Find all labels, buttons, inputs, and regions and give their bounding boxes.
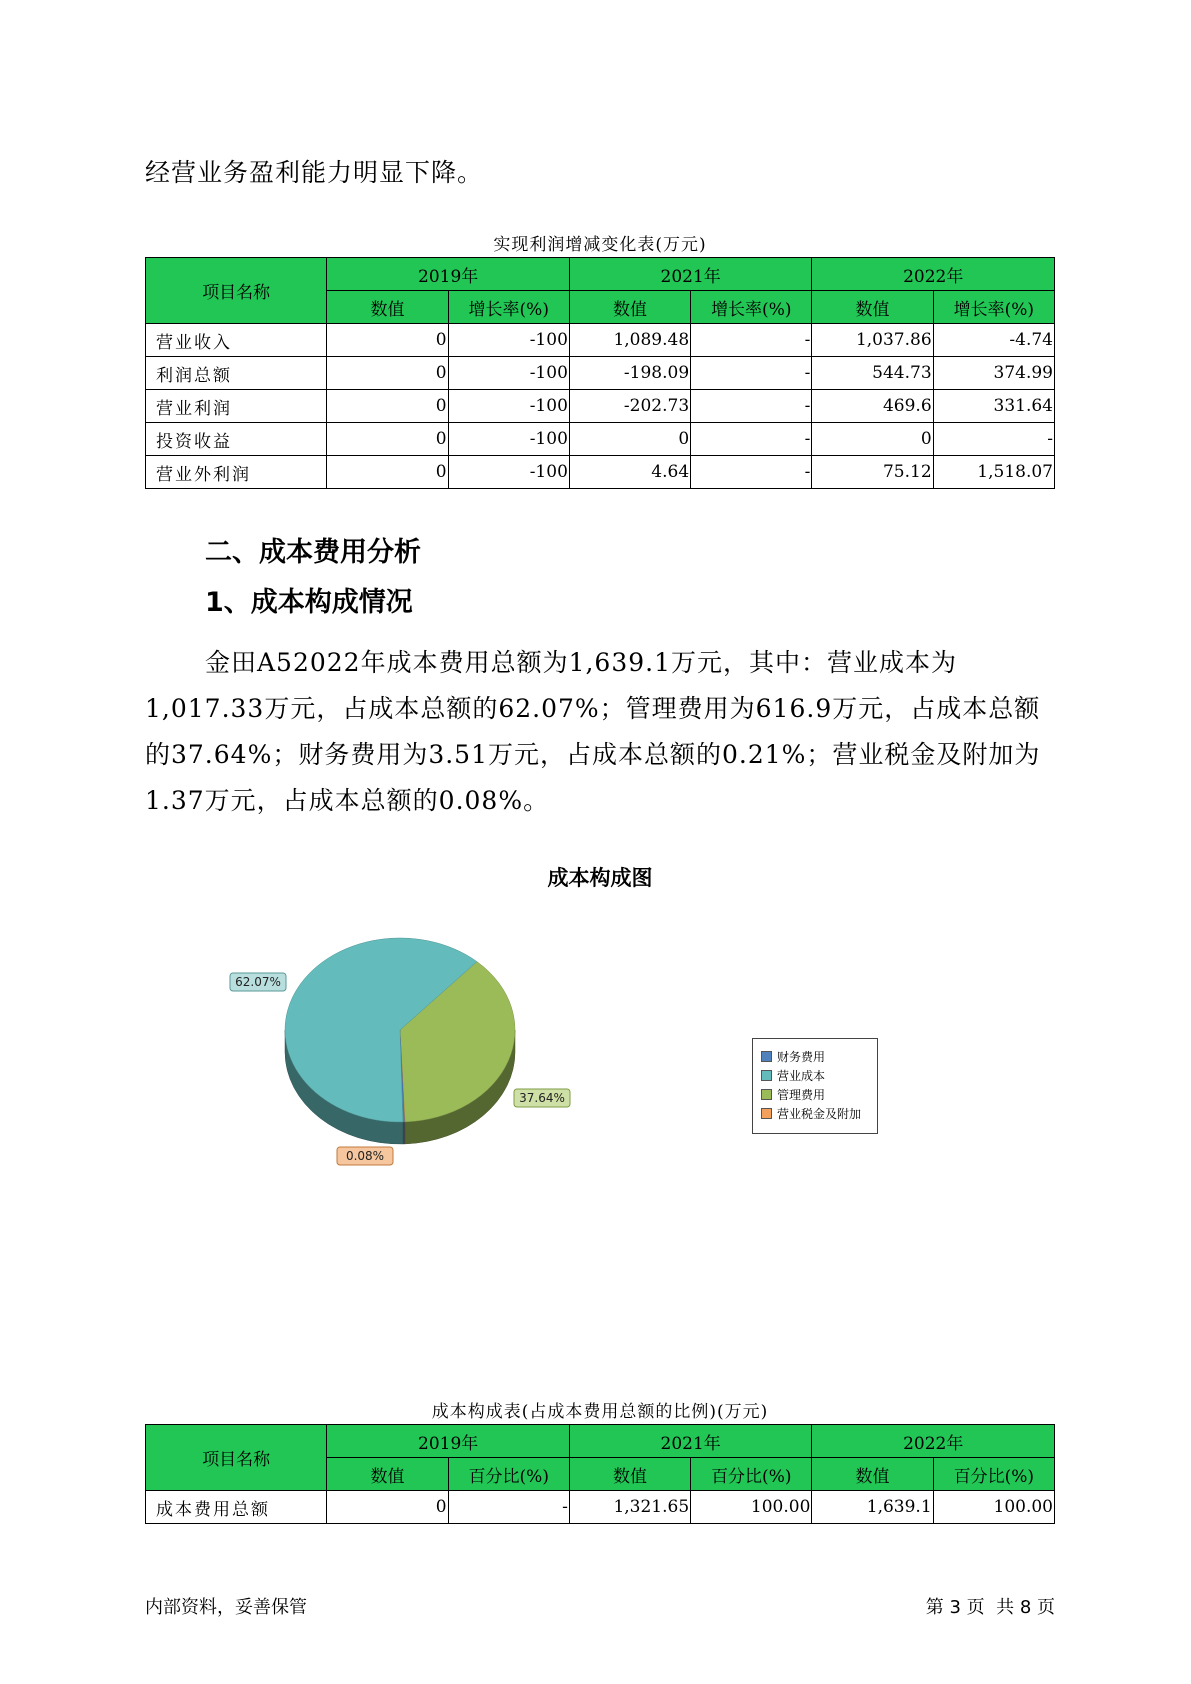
legend-swatch [761, 1089, 772, 1100]
table-cell: - [448, 1491, 569, 1524]
table-cell: 0 [327, 390, 448, 423]
table-row [146, 456, 1055, 489]
table-cell: -100 [448, 456, 569, 489]
table-cell: 0 [327, 324, 448, 357]
header-value: 数值 [569, 291, 690, 324]
table-cell: 100.00 [691, 1491, 812, 1524]
header-year-2022: 2022年 [812, 258, 1055, 291]
row-label: 营业收入 [146, 324, 327, 357]
row-label: 利润总额 [146, 357, 327, 390]
table-cell: 331.64 [933, 390, 1054, 423]
header-percent: 百分比(%) [933, 1458, 1054, 1491]
table-row [146, 390, 1055, 423]
legend-item [753, 1047, 877, 1066]
table-cell: - [691, 357, 812, 390]
subsection-heading: 1、成本构成情况 [205, 587, 413, 618]
row-label: 营业外利润 [146, 456, 327, 489]
row-label: 营业利润 [146, 390, 327, 423]
header-year-2021: 2021年 [569, 258, 812, 291]
legend-swatch [761, 1051, 772, 1062]
table-cell: -202.73 [569, 390, 690, 423]
header-rate: 增长率(%) [933, 291, 1054, 324]
table-cell: 1,518.07 [933, 456, 1054, 489]
legend-label: 营业成本 [777, 1069, 826, 1083]
legend-item [753, 1085, 877, 1104]
table-row [146, 1491, 1055, 1524]
row-label: 投资收益 [146, 423, 327, 456]
header-percent: 百分比(%) [691, 1458, 812, 1491]
table-cell: 100.00 [933, 1491, 1054, 1524]
header-value: 数值 [812, 291, 933, 324]
row-label: 成本费用总额 [146, 1491, 327, 1524]
table-row [146, 423, 1055, 456]
table-cell: 374.99 [933, 357, 1054, 390]
legend-swatch [761, 1108, 772, 1119]
header-percent: 百分比(%) [448, 1458, 569, 1491]
paragraph-line: 金田A52022年成本费用总额为1,639.1万元，其中：营业成本为 [205, 648, 958, 677]
table-cell: 1,037.86 [812, 324, 933, 357]
header-value: 数值 [327, 1458, 448, 1491]
table-cell: - [691, 324, 812, 357]
table-cell: 0 [327, 423, 448, 456]
data-label: 62.07% [235, 975, 281, 989]
table-cell: 4.64 [569, 456, 690, 489]
table-cell: -4.74 [933, 324, 1054, 357]
table-cell: 0 [812, 423, 933, 456]
profit-table [145, 257, 1055, 489]
paragraph-line: 的37.64%；财务费用为3.51万元，占成本总额的0.21%；营业税金及附加为 [145, 740, 1041, 769]
table-cell: 469.6 [812, 390, 933, 423]
footer-note: 内部资料，妥善保管 [145, 1597, 307, 1618]
header-year-2021: 2021年 [569, 1425, 812, 1458]
cost-table [145, 1424, 1055, 1524]
header-value: 数值 [812, 1458, 933, 1491]
paragraph-line: 1,017.33万元，占成本总额的62.07%；管理费用为616.9万元，占成本总额 [145, 694, 1041, 723]
legend-swatch [761, 1070, 772, 1081]
header-year-2019: 2019年 [327, 1425, 570, 1458]
profit-table-caption: 实现利润增减变化表(万元) [493, 235, 707, 255]
header-rate: 增长率(%) [691, 291, 812, 324]
table-cell: - [691, 423, 812, 456]
table-cell: - [691, 456, 812, 489]
legend-item [753, 1066, 877, 1085]
table-cell: 0 [327, 456, 448, 489]
table-cell: -100 [448, 357, 569, 390]
header-year-2022: 2022年 [812, 1425, 1055, 1458]
pie-group [285, 938, 515, 1144]
table-cell: 544.73 [812, 357, 933, 390]
header-year-2019: 2019年 [327, 258, 570, 291]
table-cell: - [691, 390, 812, 423]
table-cell: -198.09 [569, 357, 690, 390]
legend-item [753, 1104, 877, 1123]
table-cell: -100 [448, 390, 569, 423]
page-number: 第 3 页 共 8 页 [925, 1597, 1055, 1618]
table-cell: 0 [327, 1491, 448, 1524]
pie-chart [220, 930, 640, 1190]
data-label: 37.64% [519, 1091, 565, 1105]
data-label: 0.08% [345, 1149, 385, 1163]
table-cell: 1,321.65 [569, 1491, 690, 1524]
table-cell: 75.12 [812, 456, 933, 489]
header-value: 数值 [327, 291, 448, 324]
chart-legend [752, 1038, 878, 1134]
table-cell: 0 [327, 357, 448, 390]
chart-title: 成本构成图 [547, 866, 653, 890]
table-cell: -100 [448, 423, 569, 456]
intro-text: 经营业务盈利能力明显下降。 [145, 158, 484, 187]
legend-label: 管理费用 [777, 1088, 826, 1102]
table-cell: 1,089.48 [569, 324, 690, 357]
section-heading: 二、成本费用分析 [205, 537, 421, 568]
header-item-name: 项目名称 [146, 258, 327, 324]
table-cell: - [933, 423, 1054, 456]
header-item-name: 项目名称 [146, 1425, 327, 1491]
header-rate: 增长率(%) [448, 291, 569, 324]
paragraph-line: 1.37万元，占成本总额的0.08%。 [145, 786, 550, 815]
table-cell: -100 [448, 324, 569, 357]
cost-table-caption: 成本构成表(占成本费用总额的比例)(万元) [431, 1402, 769, 1422]
table-cell: 0 [569, 423, 690, 456]
table-cell: 1,639.1 [812, 1491, 933, 1524]
table-row [146, 357, 1055, 390]
header-value: 数值 [569, 1458, 690, 1491]
legend-label: 财务费用 [777, 1050, 826, 1064]
table-row [146, 324, 1055, 357]
legend-label: 营业税金及附加 [777, 1107, 862, 1121]
